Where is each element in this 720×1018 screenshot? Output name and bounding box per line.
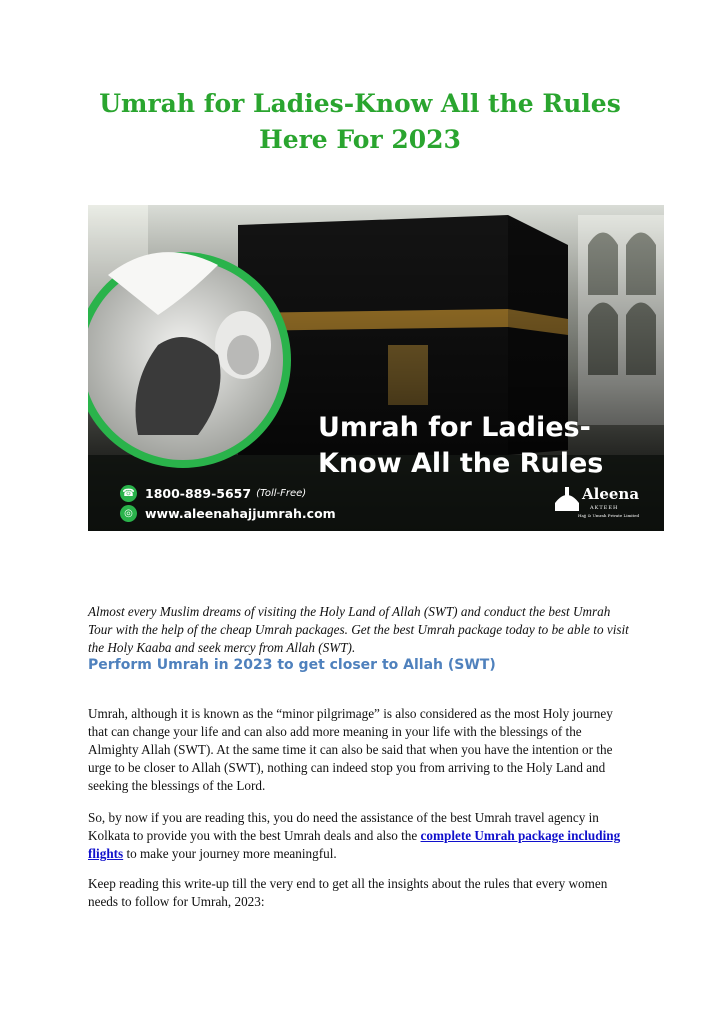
globe-icon: ◎: [120, 505, 137, 522]
body-paragraph-2-text-after: to make your journey more meaningful.: [123, 846, 337, 862]
body-paragraph-2-text-before: So, by now if you are reading this, you do need the assistance of the best Umrah travel agency in Kolkata to provide you with the best Umrah deals and also the: [88, 810, 599, 844]
brand-tagline: Hajj & Umrah Private Limited: [578, 513, 640, 518]
body-paragraph-1: Umrah, although it is known as the “minor pilgrimage” is also considered as the most Holy journey that can change your life and can also add more meaning in your life with the blessings of the Almighty Allah (SWT). At the same time it can also be said that when you have the intention or the urge to be closer to Allah (SWT), nothing can indeed stop you from arriving to the Holy Land and seeking the blessings of the Lord.: [88, 706, 613, 794]
banner-headline-line-1: Umrah for Ladies-: [318, 412, 591, 443]
page-title-line-1: Umrah for Ladies-Know All the Rules: [99, 89, 621, 118]
page-title-line-2: Here For 2023: [259, 125, 461, 154]
mosque-logo-icon: [552, 485, 582, 515]
banner-website-url: www.aleenahajjumrah.com: [145, 505, 336, 521]
banner-headline-line-2: Know All the Rules: [318, 448, 604, 479]
body-paragraph-3: Keep reading this write-up till the very end to get all the insights about the rules that every women needs to follow for Umrah, 2023:: [88, 876, 608, 910]
body-paragraph-2: [88, 809, 632, 863]
section-heading: Perform Umrah in 2023 to get closer to Allah (SWT): [88, 657, 496, 673]
intro-paragraph: Almost every Muslim dreams of visiting the Holy Land of Allah (SWT) and conduct the best Umrah Tour with the help of the cheap Umrah packages. Get the best Umrah package today to be able to visit the Holy Kaaba and seek mercy from Allah (SWT).: [88, 604, 629, 656]
brand-name: Aleena: [582, 485, 640, 503]
banner-website: [120, 503, 336, 523]
banner-headline: [318, 410, 648, 482]
banner-phone-number: 1800-889-5657: [145, 485, 252, 501]
aleena-brand-logo: [552, 477, 644, 521]
hero-banner-image: [88, 205, 664, 531]
complete-umrah-package-link[interactable]: complete Umrah package including flights: [88, 828, 621, 862]
brand-subtitle: AKTEEH: [590, 505, 619, 511]
banner-toll-free: (Toll-Free): [256, 487, 307, 499]
page-title: [0, 86, 720, 158]
banner-phone: [120, 483, 306, 503]
phone-icon: ☎: [120, 485, 137, 502]
